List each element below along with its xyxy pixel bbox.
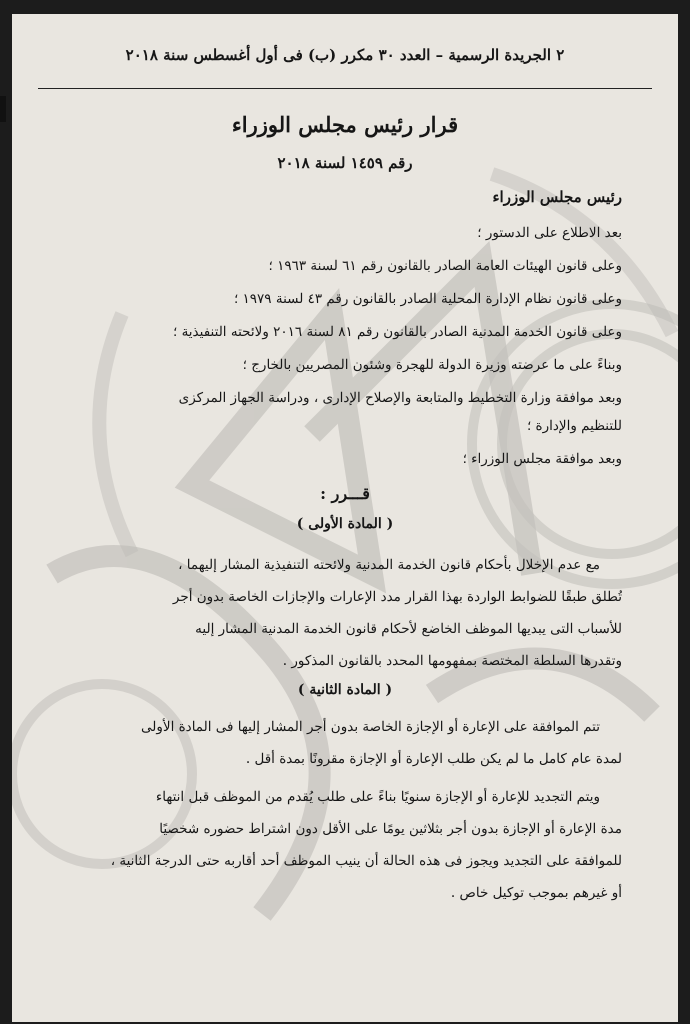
article-2-renewal-body — [52, 784, 622, 912]
article-line: للأسباب التى يبديها الموظف الخاضع لأحكام قانون الخدمة المدنية المشار إليه — [195, 621, 622, 637]
article-2-heading: ( المادة الثانية ) — [297, 682, 393, 698]
decree-number: رقم ١٤٥٩ لسنة ٢٠١٨ — [277, 154, 413, 172]
article-line: مدة الإعارة أو الإجازة بدون أجر بثلاثين يومًا على الأقل دون اشتراط حضوره شخصيًا — [159, 821, 622, 837]
article-line: ويتم التجديد للإعارة أو الإجازة سنويًا بناءً على طلب يُقدم من الموظف قبل انتهاء — [155, 789, 600, 805]
article-line: وتقدرها السلطة المختصة بمفهومها المحدد بالقانون المذكور . — [282, 653, 622, 669]
article-2-body — [52, 714, 622, 778]
preamble-line: وعلى قانون الهيئات العامة الصادر بالقانون رقم ٦١ لسنة ١٩٦٣ ؛ — [268, 258, 622, 274]
header-divider — [38, 88, 652, 89]
preamble-line: للتنظيم والإدارة ؛ — [526, 418, 622, 434]
article-line: لمدة عام كامل ما لم يكن طلب الإعارة أو الإجازة مقرونًا بمدة أقل . — [245, 751, 622, 767]
running-header: ٢ الجريدة الرسمية – العدد ٣٠ مكرر (ب) فى أول أغسطس سنة ٢٠١٨ — [125, 46, 565, 64]
article-line: مع عدم الإخلال بأحكام قانون الخدمة المدنية ولائحته التنفيذية المشار إليهما ، — [178, 557, 600, 573]
article-line: تتم الموافقة على الإعارة أو الإجازة الخاصة بدون أجر المشار إليها فى المادة الأولى — [140, 719, 600, 735]
preamble-line: وبعد موافقة وزارة التخطيط والمتابعة والإصلاح الإدارى ، ودراسة الجهاز المركزى — [178, 390, 622, 406]
preamble-line: بعد الاطلاع على الدستور ؛ — [477, 225, 622, 241]
preamble-line: وبعد موافقة مجلس الوزراء ؛ — [462, 451, 622, 467]
decided-heading: قـــرر : — [320, 484, 370, 503]
preamble-line: وبناءً على ما عرضته وزيرة الدولة للهجرة وشئون المصريين بالخارج ؛ — [242, 357, 622, 373]
preamble-list — [52, 220, 622, 479]
decree-title: قرار رئيس مجلس الوزراء — [231, 112, 459, 137]
article-1-body — [52, 552, 622, 680]
article-1-heading: ( المادة الأولى ) — [296, 516, 394, 532]
preamble-line: وعلى قانون الخدمة المدنية الصادر بالقانون رقم ٨١ لسنة ٢٠١٦ ولائحته التنفيذية ؛ — [172, 324, 622, 340]
scan-edge-mark — [0, 96, 6, 122]
article-line: للموافقة على التجديد ويجوز فى هذه الحالة أن ينيب الموظف أحد أقاربه حتى الدرجة الثانية ، — [110, 853, 622, 869]
article-line: أو غيرهم بموجب توكيل خاص . — [450, 885, 622, 901]
issuer-heading: رئيس مجلس الوزراء — [492, 188, 622, 206]
preamble-line: وعلى قانون نظام الإدارة المحلية الصادر بالقانون رقم ٤٣ لسنة ١٩٧٩ ؛ — [233, 291, 622, 307]
article-line: تُطلق طبقًا للضوابط الواردة بهذا القرار مدد الإعارات والإجازات الخاصة بدون أجر — [172, 589, 622, 605]
scan-border-top — [0, 0, 690, 14]
gazette-page — [12, 14, 678, 1022]
